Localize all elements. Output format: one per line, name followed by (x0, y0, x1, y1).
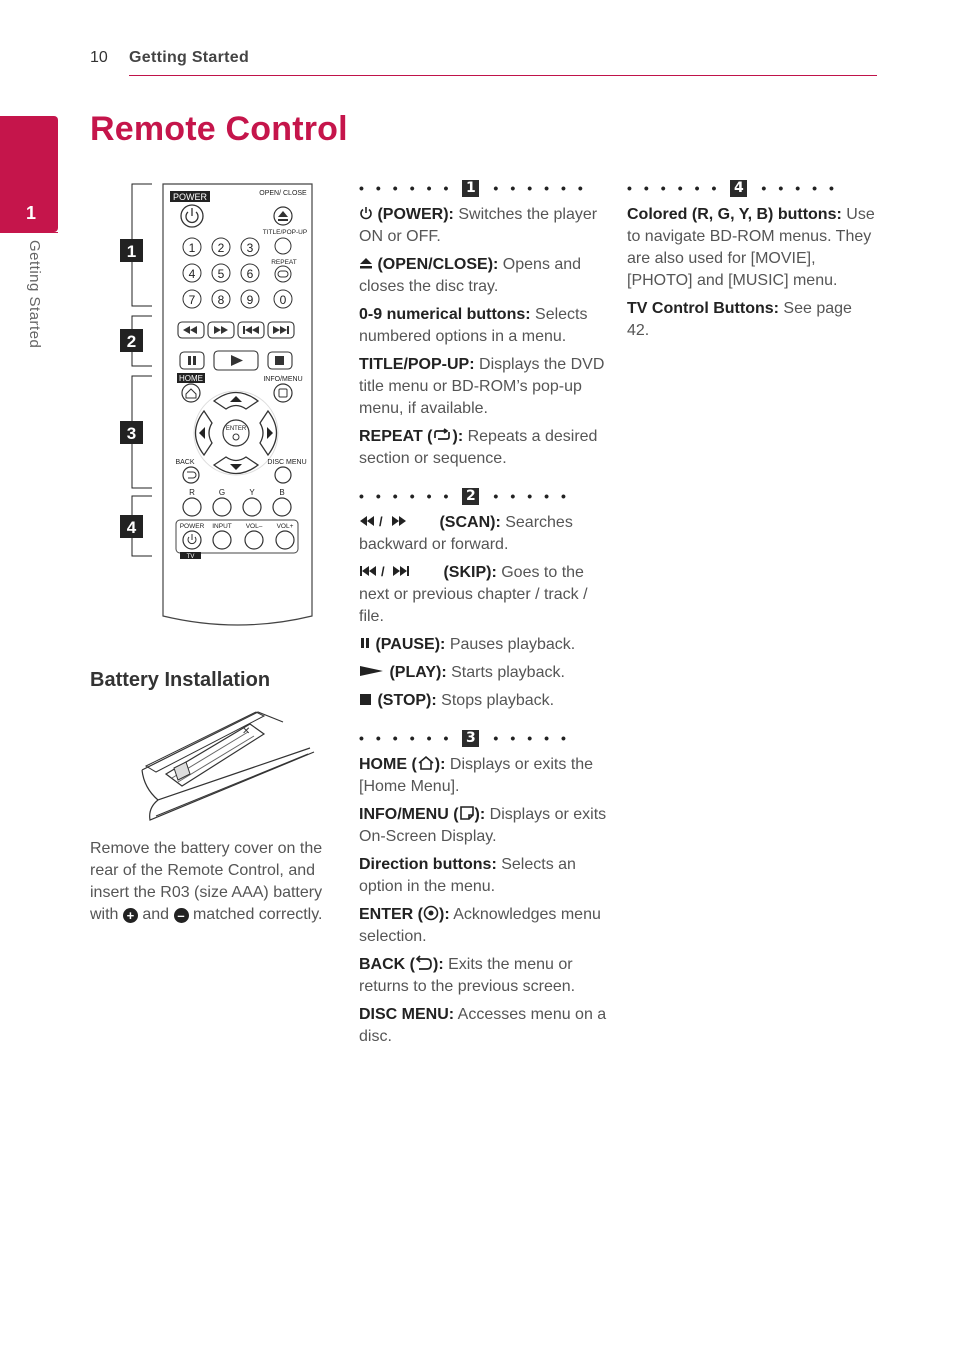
color-r-label: R (189, 488, 195, 497)
entry-desc: See page 42. (627, 300, 852, 339)
back-label: BACK (175, 459, 195, 466)
entry-desc: Displays or exits On-Screen Display. (359, 806, 607, 845)
svg-text:3: 3 (126, 424, 137, 443)
tv-label: TV (186, 554, 195, 560)
entry-desc: Repeats a desired section or sequence. (359, 428, 598, 467)
section-marker-3: 3 (462, 730, 479, 747)
digit-1-label: 1 (188, 241, 196, 255)
section-divider-4: •••••• 4 ••••• (627, 179, 846, 196)
plus-icon: + (123, 908, 138, 923)
entry-stop (359, 690, 609, 712)
group-marker-4 (120, 515, 143, 538)
entry-term: (OPEN/CLOSE): (377, 256, 499, 273)
digit-5-label: 5 (217, 267, 225, 281)
svg-text:1: 1 (126, 242, 137, 261)
svg-text:/: / (381, 564, 385, 578)
entry-play (359, 662, 609, 684)
entry-term: 0-9 numerical buttons: (359, 306, 531, 323)
digit-6-label: 6 (246, 267, 254, 281)
home-label: HOME (179, 374, 203, 383)
section-divider-2: •••••• 2 ••••• (359, 487, 578, 504)
entry-desc: Use to navigate BD-ROM menus. They are also used for [MOVIE], [PHOTO] and [MUSIC] menu. (627, 206, 875, 289)
color-y-label: Y (249, 488, 255, 497)
tv-power-label: POWER (179, 523, 205, 530)
remote-control-illustration (110, 176, 325, 636)
entry-term: (SKIP): (443, 564, 497, 581)
page-number: 10 (90, 49, 108, 66)
entry-enter (359, 904, 609, 948)
battery-instructions (90, 838, 345, 926)
disc-menu-button (275, 467, 291, 483)
digit-7-label: 7 (188, 293, 196, 307)
entry-term: Direction buttons: (359, 856, 497, 873)
entry-term-end: ): (433, 956, 444, 973)
info-menu-icon (459, 805, 475, 821)
page-title: Remote Control (90, 110, 348, 148)
entry-repeat (359, 426, 609, 470)
entry-tv-control (627, 298, 877, 342)
group-marker-2 (120, 329, 143, 352)
entry-desc: Selects numbered options in a menu. (359, 306, 588, 345)
digit-2-label: 2 (217, 241, 225, 255)
header-section-title: Getting Started (129, 49, 250, 66)
entry-term: BACK ( (359, 956, 415, 973)
power-icon (359, 206, 373, 220)
digit-4-label: 4 (188, 267, 196, 281)
section-marker-1: 1 (462, 180, 479, 197)
section-marker-2: 2 (462, 488, 479, 505)
entry-term: INFO/MENU ( (359, 806, 459, 823)
battery-text-part-3: matched correctly. (192, 906, 323, 923)
group-marker-3 (120, 421, 143, 444)
tv-input-label: INPUT (212, 523, 232, 530)
play-icon (359, 664, 385, 678)
button-descriptions-column-3 (627, 176, 877, 348)
stop-icon (359, 692, 373, 706)
color-g-label: G (218, 488, 226, 497)
home-icon (417, 755, 435, 771)
scan-icon (359, 514, 435, 528)
repeat-label: REPEAT (271, 259, 297, 266)
battery-text-part-1: Remove the battery cover on the rear of the Remote Control, and insert the R03 (size AAA) battery with (90, 840, 323, 923)
entry-term: REPEAT ( (359, 428, 433, 445)
entry-open-close (359, 254, 609, 298)
entry-term: (POWER): (377, 206, 454, 223)
entry-desc: Pauses playback. (449, 636, 576, 653)
svg-text:/: / (379, 514, 383, 528)
entry-term-end: ): (434, 756, 446, 773)
header-rule (129, 75, 877, 76)
pause-icon (359, 636, 371, 650)
entry-scan (359, 512, 609, 556)
back-icon (415, 955, 433, 971)
digit-3-label: 3 (246, 241, 254, 255)
entry-term: DISC MENU: (359, 1006, 455, 1023)
enter-label: ENTER (225, 426, 247, 432)
entry-term: TITLE/POP-UP: (359, 356, 475, 373)
entry-colored-buttons (627, 204, 877, 292)
back-button (183, 467, 199, 483)
color-b-button (273, 498, 291, 516)
digit-8-label: 8 (217, 293, 225, 307)
color-g-button (213, 498, 231, 516)
eject-icon (359, 256, 373, 270)
chapter-tab-label: Getting Started (26, 240, 43, 349)
entry-desc: Selects an option in the menu. (359, 856, 576, 895)
entry-disc-menu (359, 1004, 609, 1048)
section-marker-4: 4 (730, 180, 747, 197)
info-menu-label: INFO/MENU (263, 376, 303, 383)
entry-desc: Exits the menu or returns to the previous screen. (359, 956, 576, 995)
chapter-tab-rule (0, 232, 58, 233)
tv-vol-plus-label: VOL+ (276, 523, 294, 530)
enter-button (223, 420, 249, 446)
skip-icon (359, 564, 439, 578)
entry-back (359, 954, 609, 998)
repeat-button (275, 266, 291, 282)
tv-vol-minus-button (245, 531, 263, 549)
section-divider-3: •••••• 3 ••••• (359, 729, 578, 746)
group-marker-1 (120, 239, 143, 262)
entry-desc: Displays the DVD title menu or BD-ROM’s pop-up menu, if available. (359, 356, 605, 417)
entry-term: (SCAN): (439, 514, 501, 531)
entry-term: ENTER ( (359, 906, 423, 923)
entry-direction (359, 854, 609, 898)
entry-term: HOME ( (359, 756, 417, 773)
entry-desc: Displays or exits the [Home Menu]. (359, 756, 594, 795)
color-b-label: B (279, 488, 285, 497)
color-y-button (243, 498, 261, 516)
entry-desc: Stops playback. (441, 692, 555, 709)
entry-desc: Starts playback. (451, 664, 565, 681)
button-descriptions-column-2 (359, 176, 609, 1054)
entry-term: (STOP): (377, 692, 437, 709)
tv-vol-minus-label: VOL– (245, 523, 263, 530)
entry-desc: Goes to the next or previous chapter / track / file. (359, 564, 588, 625)
digit-0-label: 0 (279, 293, 287, 307)
entry-term-end: ): (452, 428, 464, 445)
title-popup-label: TITLE/POP-UP (262, 229, 308, 236)
open-close-label: OPEN/ CLOSE (259, 190, 307, 197)
entry-desc: Acknowledges menu selection. (359, 906, 601, 945)
disc-menu-label: DISC MENU (267, 459, 307, 466)
power-label: POWER (172, 192, 208, 202)
section-divider-1: •••••• 1 •••••• (359, 179, 595, 196)
battery-text-part-2: and (142, 906, 170, 923)
color-r-button (183, 498, 201, 516)
battery-illustration (138, 704, 318, 826)
entry-term: Colored (R, G, Y, B) buttons: (627, 206, 842, 223)
svg-text:2: 2 (126, 332, 137, 351)
tv-input-button (213, 531, 231, 549)
enter-icon (423, 905, 439, 921)
entry-desc: Searches backward or forward. (359, 514, 573, 553)
entry-term-end: ): (439, 906, 450, 923)
entry-desc: Opens and closes the disc tray. (359, 256, 582, 295)
entry-numerical (359, 304, 609, 348)
digit-9-label: 9 (246, 293, 254, 307)
info-menu-button (274, 384, 292, 402)
chapter-tab-number: 1 (26, 203, 37, 223)
entry-term: (PLAY): (389, 664, 447, 681)
entry-title-popup (359, 354, 609, 420)
svg-text:✕: ✕ (242, 726, 251, 737)
entry-term: (PAUSE): (375, 636, 446, 653)
battery-heading: Battery Installation (90, 669, 271, 691)
minus-icon: – (174, 908, 189, 923)
entry-home (359, 754, 609, 798)
svg-text:4: 4 (126, 518, 137, 537)
entry-desc: Switches the player ON or OFF. (359, 206, 598, 245)
title-popup-button (275, 238, 291, 254)
entry-desc: Accesses menu on a disc. (359, 1006, 607, 1045)
entry-power (359, 204, 609, 248)
tv-vol-plus-button (276, 531, 294, 549)
entry-term: TV Control Buttons: (627, 300, 779, 317)
entry-term-end: ): (474, 806, 486, 823)
pause-button (180, 352, 204, 369)
entry-info-menu (359, 804, 609, 848)
home-button (182, 384, 200, 402)
entry-skip (359, 562, 609, 628)
repeat-icon (432, 428, 452, 442)
entry-pause (359, 634, 609, 656)
